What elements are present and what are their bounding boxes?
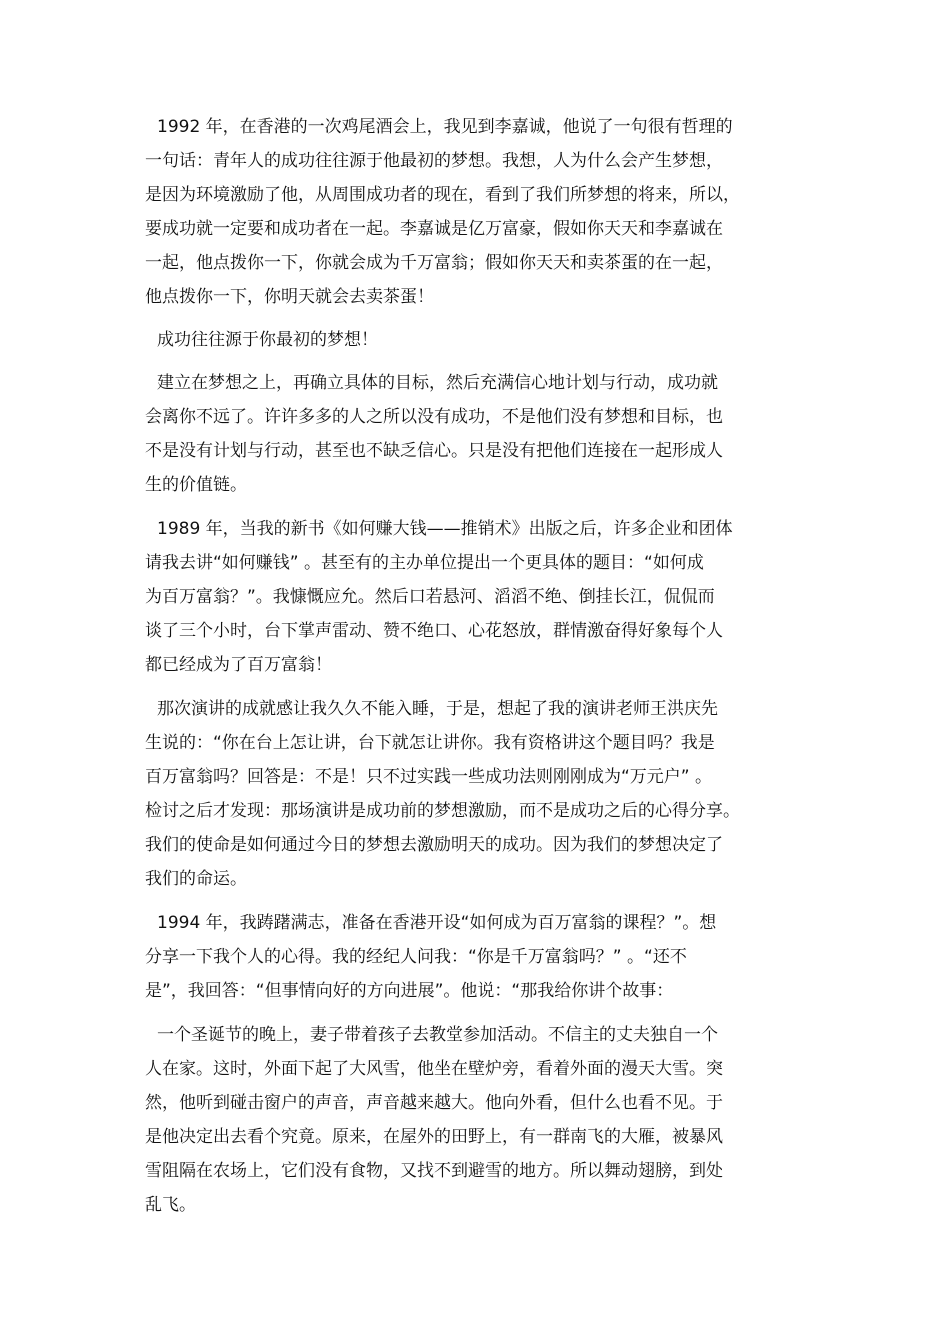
paragraph-speech-reflection: 那次演讲的成就感让我久久不能入睡，于是，想起了我的演讲老师王洪庆先 生说的：“你在台上怎让讲，台下就怎让讲你。我有资格讲这个题目吗？我是 百万富翁吗？回答是：不是！只不过实践一些成功法则刚刚成为“万元户” 。 检讨之后才发现：那场演讲是成功前的梦想激励，而不是成功之后的心得分享。 我们的使命是如何通过今日的梦想去激励明天的成功。因为我们的梦想决定了 我们的命运。 [145, 699, 740, 889]
paragraph-christmas-story: 一个圣诞节的晚上，妻子带着孩子去教堂参加活动。不信主的丈夫独自一个 人在家。这时，外面下起了大风雪，他坐在壁炉旁，看着外面的漫天大雪。突 然，他听到碰击窗户的声音，声音越来越大。他向外看，但什么也看不见。于 是他决定出去看个究竟。原来，在屋外的田野上，有一群南飞的大雁，被暴风 雪阻隔在农场上，它们没有食物，又找不到避雪的地方。所以舞动翅膀，到处 乱飞。 [145, 1025, 723, 1215]
paragraph-1992-cocktail: 1992 年，在香港的一次鸡尾酒会上，我见到李嘉诚，他说了一句很有哲理的 一句话：青年人的成功往往源于他最初的梦想。我想，人为什么会产生梦想， 是因为环境激励了他，从周围成功者的现在，看到了我们所梦想的将来，所以， 要成功就一定要和成功者在一起。李嘉诚是亿万富豪，假如你天天和李嘉诚在 一起，他点拨你一下，你就会成为千万富翁；假如你天天和卖茶蛋的在一起， 他点拨你一下，你明天就会去卖茶蛋！ [145, 117, 740, 307]
paragraph-1994-course: 1994 年，我踌躇满志，准备在香港开设“如何成为百万富翁的课程？”。想 分享一下我个人的心得。我的经纪人问我：“你是千万富翁吗？” 。“还不 是”，我回答：“但事情向好的方向进展”。他说：“那我给你讲个故事： [145, 913, 717, 1001]
document-body [145, 110, 810, 1232]
paragraph-success-dream: 成功往往源于你最初的梦想！ [157, 330, 378, 350]
paragraph-value-chain: 建立在梦想之上，再确立具体的目标，然后充满信心地计划与行动，成功就 会离你不远了。许许多多的人之所以没有成功，不是他们没有梦想和目标，也 不是没有计划与行动，甚至也不缺乏信心。只是没有把他们连接在一起形成人 生的价值链。 [145, 373, 723, 495]
paragraph-1989-book: 1989 年，当我的新书《如何赚大钱——推销术》出版之后，许多企业和团体 请我去讲“如何赚钱” 。甚至有的主办单位提出一个更具体的题目：“如何成 为百万富翁？”。我慷慨应允。然后口若悬河、滔滔不绝、倒挂长江，侃侃而 谈了三个小时，台下掌声雷动、赞不绝口、心花怒放，群情激奋得好象每个人 都已经成为了百万富翁！ [145, 519, 733, 675]
